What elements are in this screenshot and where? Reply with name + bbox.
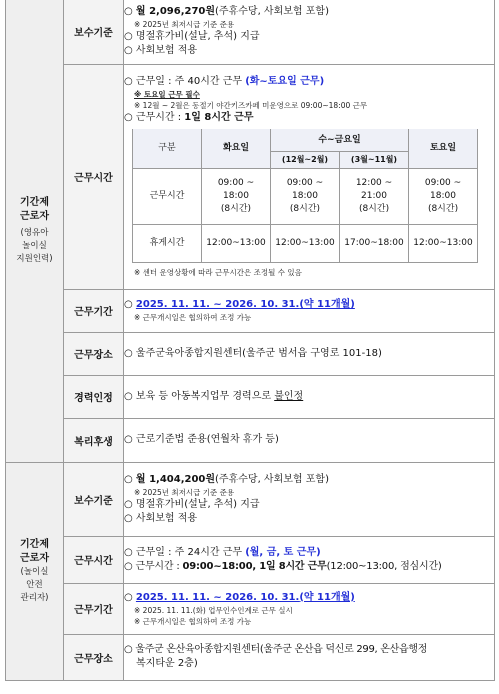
s1-pay-label: 보수기준 (64, 0, 124, 64)
s1-pay-content: ○ 월 2,096,270원(주휴수당, 사회보험 포함) ※ 2025년 최저시급 기준 준용 ○ 명절휴가비(설날, 추석) 지급 ○ 사회보험 적용 (124, 0, 495, 64)
conditions-table (5, 0, 495, 681)
s2-category-cell (6, 462, 64, 680)
s1-welfare-row (6, 418, 495, 462)
s1-category-title: 기간제 근로자 (20, 196, 49, 222)
s1-place-content: ○ 울주군육아종합지원센터(울주군 범서읍 구영로 101-18) (124, 332, 495, 375)
s2-category-title: 기간제 근로자 (20, 538, 49, 564)
schedule-header-sat: 토요일 (409, 129, 478, 168)
schedule-work-row (133, 168, 478, 224)
s1-career-label: 경력인정 (64, 375, 124, 418)
s1-hours-label: 근무시간 (64, 64, 124, 289)
s1-career-content: ○ 보육 등 아동복지업무 경력으로 불인정 (124, 375, 495, 418)
s2-hours-row (6, 536, 495, 583)
schedule-header-wed-fri: 수~금요일 (271, 129, 409, 151)
schedule-table (132, 129, 478, 263)
schedule-work-cell: 09:00 ~ 18:00 (8시간) (271, 168, 340, 224)
s2-pay-label: 보수기준 (64, 462, 124, 536)
s1-hours-row (6, 64, 495, 289)
s2-pay-row (6, 462, 495, 536)
s1-career-row (6, 375, 495, 418)
schedule-work-label: 근무시간 (133, 168, 202, 224)
schedule-break-cell: 17:00~18:00 (340, 224, 409, 262)
schedule-header-season: (3월~11월) (340, 151, 409, 168)
schedule-break-label: 휴게시간 (133, 224, 202, 262)
schedule-header-winter: (12월~2월) (271, 151, 340, 168)
s2-period-content: ○ 2025. 11. 11. ~ 2026. 10. 31.(약 11개월) ※ 2025. 11. 11.(화) 업무인수인계로 근무 실시 ※ 근무개시일은 협의하여 조정 가능 (124, 583, 495, 634)
schedule-break-cell: 12:00~13:00 (271, 224, 340, 262)
s2-place-content: ○ 울주군 온산육아종합지원센터(울주군 온산읍 덕신로 299, 온산읍행정 복지타운 2층) (124, 634, 495, 680)
schedule-header-tue: 화요일 (202, 129, 271, 168)
s1-pay-row (6, 0, 495, 64)
schedule-work-cell: 09:00 ~ 18:00 (8시간) (409, 168, 478, 224)
s1-hours-content: ○ 근무일 : 주 40시간 근무 (화~토요일 근무) ※ 토요일 근무 필수 ※ 12월 ~ 2월은 동절기 야간키즈카페 미운영으로 09:00~18:00 근무 ○ 근무시간 : 1일 8시간 근무 구분 화요일 수~금요일 토요일 (12월~2월) (3월~11월) 근무시간 09:00 ~ 18:00 (8시간) 09:00 ~ 18:00 (8시간) 12:00 ~ 21:00 (8시간) 09:00 ~ 18:00 (8시간) 휴게시간 12:00~13:00 12:00~13:00 17:00~18:00 12:00~13:00 ※ 센터 운영상황에 따라 근무시간은 조정될 수 있음 (124, 64, 495, 289)
s2-period-label: 근무기간 (64, 583, 124, 634)
s1-category-cell (6, 0, 64, 462)
s2-period-row (6, 583, 495, 634)
schedule-work-cell: 09:00 ~ 18:00 (8시간) (202, 168, 271, 224)
s1-place-row (6, 332, 495, 375)
s1-welfare-label: 복리후생 (64, 418, 124, 462)
schedule-break-cell: 12:00~13:00 (409, 224, 478, 262)
s2-hours-label: 근무시간 (64, 536, 124, 583)
s1-category-sub: (영유아 놀이실 지원인력) (16, 227, 53, 264)
s2-place-label: 근무장소 (64, 634, 124, 680)
s2-pay-content: ○ 월 1,404,200원(주휴수당, 사회보험 포함) ※ 2025년 최저시급 기준 준용 ○ 명절휴가비(설날, 추석) 지급 ○ 사회보험 적용 (124, 462, 495, 536)
s1-place-label: 근무장소 (64, 332, 124, 375)
schedule-break-row (133, 224, 478, 262)
s1-period-row (6, 289, 495, 332)
schedule-header-gubun: 구분 (133, 129, 202, 168)
schedule-break-cell: 12:00~13:00 (202, 224, 271, 262)
s2-hours-content: ○ 근무일 : 주 24시간 근무 (월, 금, 토 근무) ○ 근무시간 : 09:00~18:00, 1일 8시간 근무(12:00~13:00, 점심시간) (124, 536, 495, 583)
s1-period-label: 근무기간 (64, 289, 124, 332)
schedule-work-cell: 12:00 ~ 21:00 (8시간) (340, 168, 409, 224)
s1-period-content: ○ 2025. 11. 11. ~ 2026. 10. 31.(약 11개월) ※ 근무개시일은 협의하여 조정 가능 (124, 289, 495, 332)
s2-place-row (6, 634, 495, 680)
s1-welfare-content: ○ 근로기준법 준용(연월차 휴가 등) (124, 418, 495, 462)
s2-category-sub: (놀이실 안전 관리자) (20, 566, 49, 603)
